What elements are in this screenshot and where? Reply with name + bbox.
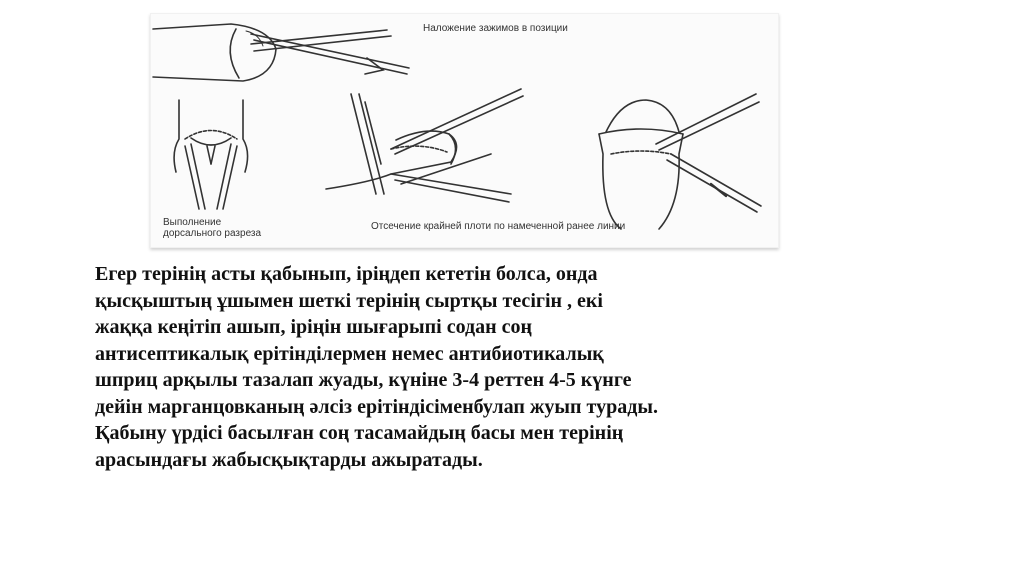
removal-drawing [599,94,761,229]
caption-dorsal-incision [163,217,261,239]
caption-dorsal-incision-line1: Выполнение [163,217,222,228]
excision-drawing [326,89,523,202]
dorsal-incision-drawing [174,100,247,209]
clamp-placement-drawing [153,24,409,81]
body-paragraph: Егер терінің асты қабынып, іріңдеп кететін болса, онда қысқыштың ұшымен шеткі терінің сыртқы тесігін , екі жаққа кеңітіп ашып, іріңін шығарыпі содан соң антисептикалық ерітінділермен немес антибиотикалық шприц арқылы тазалап жуады, күніне 3-4 реттен 4-5 күнге дейін марганцовканың әлсіз ерітіндісіменбулап жуып турады. Қабыну үрдісі басылған соң тасамайдың басы мен терінің арасындағы жабысқықтарды ажыратады. [95,263,658,471]
caption-dorsal-incision-line2: дорсального разреза [163,228,262,239]
caption-excision: Отсечение крайней плоти по намеченной ранее линии [371,221,626,232]
surgical-illustration [150,13,779,248]
caption-clamp-placement: Наложение зажимов в позиции [423,23,568,34]
line-drawings [151,14,778,247]
